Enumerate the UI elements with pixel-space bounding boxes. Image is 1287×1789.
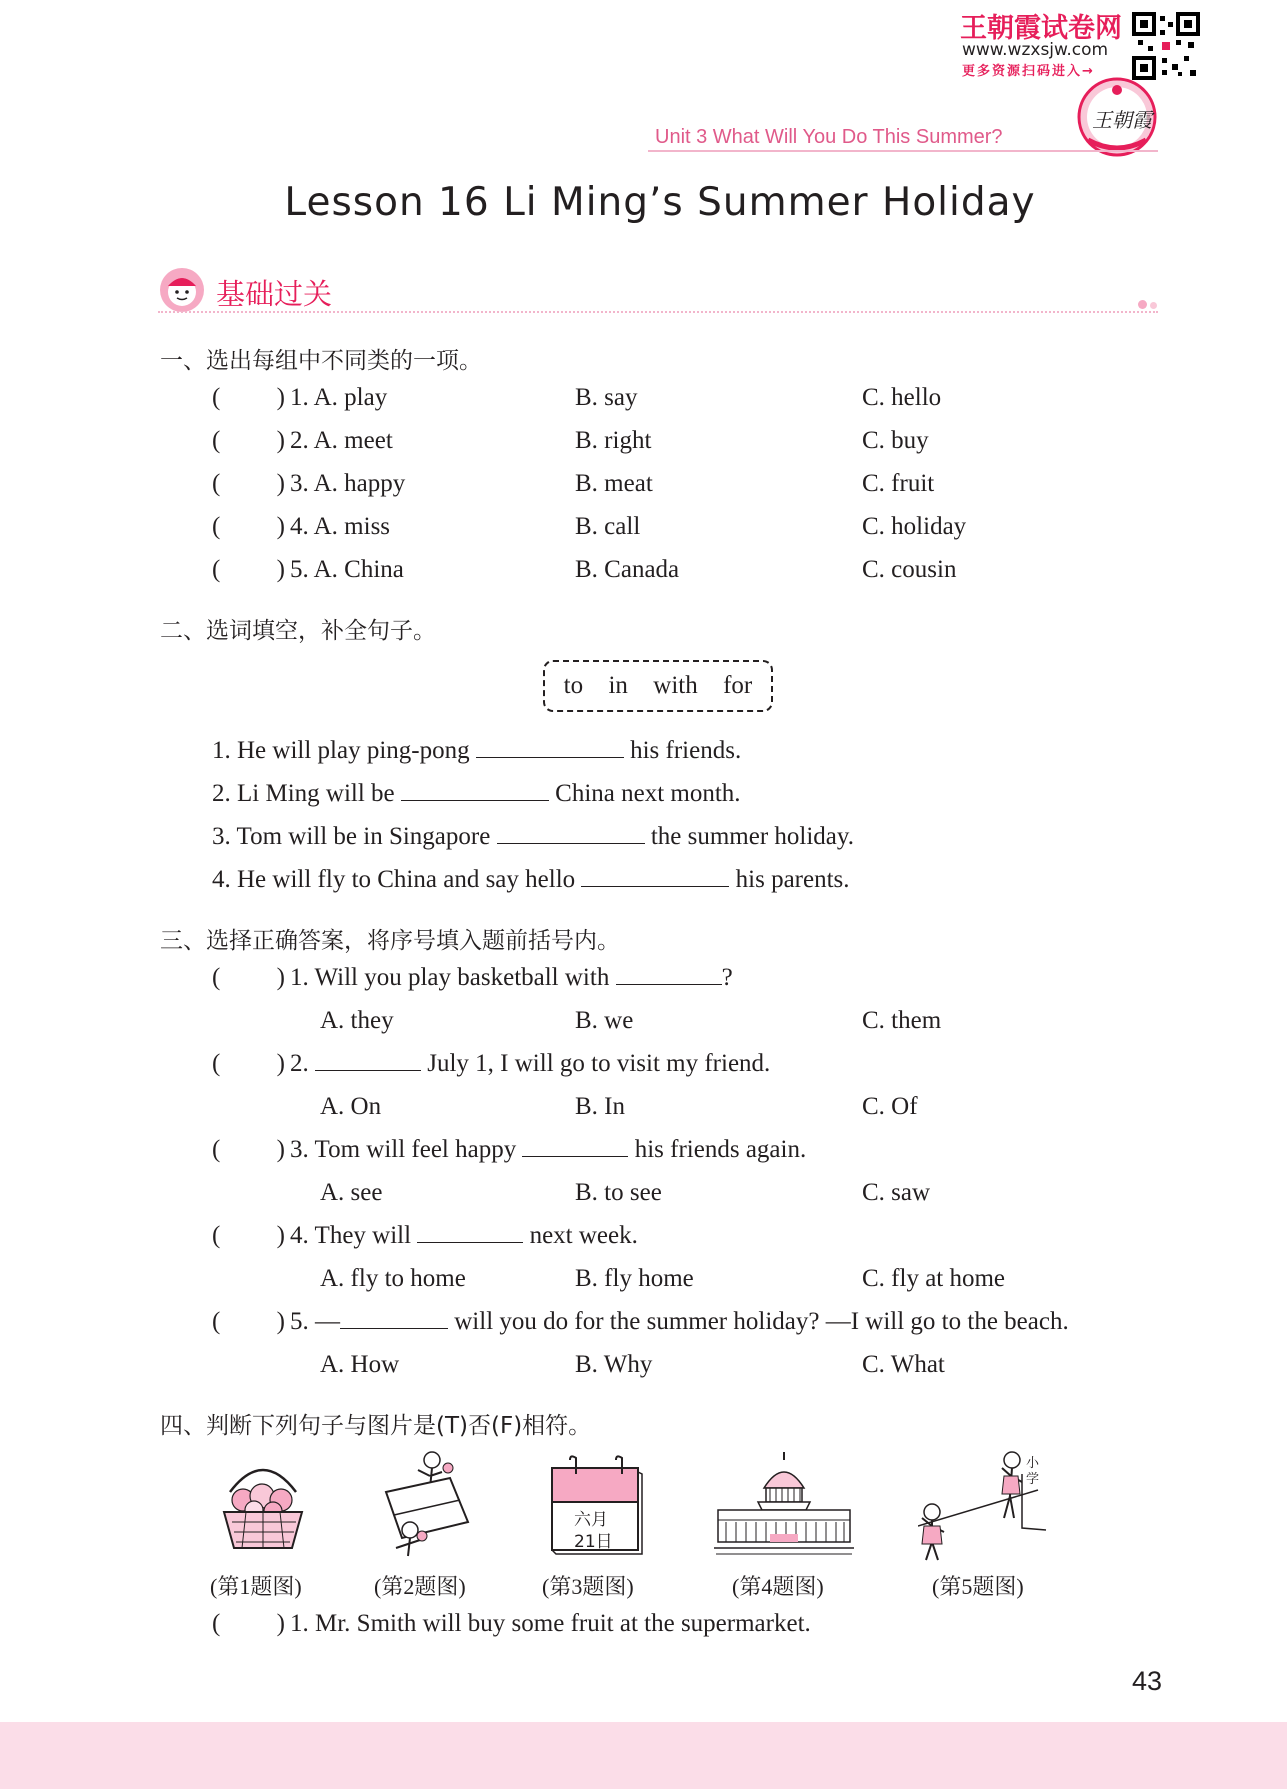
option-a: 3. A. happy [290, 470, 406, 497]
question-stem: July 1, I will go to visit my friend. [427, 1050, 771, 1077]
option-b: B. we [575, 1007, 634, 1034]
option-c: C. What [862, 1351, 945, 1378]
answer-paren[interactable]: ( ) [212, 1610, 285, 1637]
answer-paren[interactable]: ( ) [212, 427, 285, 454]
question-stem: 2. [290, 1050, 309, 1077]
option-a: A. they [320, 1007, 394, 1034]
fill-sentence [212, 866, 850, 894]
figure-caption: (第3题图) [542, 1574, 634, 1599]
answer-blank[interactable] [522, 1136, 628, 1157]
option-a: A. fly to home [320, 1265, 466, 1292]
option-b: B. to see [575, 1179, 662, 1206]
figure-caption: (第2题图) [374, 1574, 466, 1599]
question-stem: 3. Tom will feel happy [290, 1136, 517, 1163]
part2-heading: 二、选词填空，补全句子。 [160, 618, 436, 644]
sentence-text: China next month. [555, 780, 741, 807]
unit-divider [648, 150, 1158, 152]
fruit-basket-icon [218, 1452, 308, 1556]
qr-code-icon[interactable] [1132, 12, 1200, 80]
answer-paren[interactable]: ( ) [212, 384, 285, 411]
calendar-month: 六月 [574, 1510, 608, 1530]
answer-paren[interactable]: ( ) [212, 964, 285, 991]
answer-paren[interactable]: ( ) [212, 556, 285, 583]
sentence-text: his friends. [630, 737, 742, 764]
question-stem: ? [721, 964, 733, 991]
fill-sentence [212, 780, 741, 808]
question-stem: his friends again. [634, 1136, 807, 1163]
part1-heading: 一、选出每组中不同类的一项。 [160, 348, 482, 374]
footer-band [0, 1722, 1287, 1789]
answer-paren[interactable]: ( ) [212, 1308, 285, 1335]
option-a: 2. A. meet [290, 427, 393, 454]
question-stem: 1. Will you play basketball with [290, 964, 610, 991]
option-b: B. say [575, 384, 638, 411]
figure-caption: (第1题图) [210, 1574, 302, 1599]
question-text [290, 1308, 1069, 1336]
sentence-text: 2. Li Ming will be [212, 780, 395, 807]
word-bank-item: for [723, 672, 753, 699]
decor-dot [1150, 302, 1157, 309]
decor-dot [1138, 300, 1147, 309]
option-c: C. Of [862, 1093, 918, 1120]
page-title: Lesson 16 Li Ming’s Summer Holiday [284, 180, 1036, 225]
sentence-text: 3. Tom will be in Singapore [212, 823, 491, 850]
word-bank [543, 660, 773, 712]
unit-title: Unit 3 What Will You Do This Summer? [655, 126, 1003, 148]
answer-blank[interactable] [417, 1222, 523, 1243]
sentence-text: 4. He will fly to China and say hello [212, 866, 576, 893]
figure-caption: (第5题图) [932, 1574, 1024, 1599]
question-stem: 5. — [290, 1308, 340, 1335]
school-sign: 小学 [1026, 1456, 1040, 1487]
option-a: 4. A. miss [290, 513, 391, 540]
girl-avatar-icon [158, 266, 206, 314]
answer-blank[interactable] [476, 737, 624, 758]
word-bank-item: in [608, 672, 628, 699]
option-b: B. In [575, 1093, 625, 1120]
question-text [290, 1050, 770, 1078]
option-b: B. call [575, 513, 641, 540]
section-badge: 基础过关 [216, 277, 333, 311]
part4-heading: 四、判断下列句子与图片是(T)否(F)相符。 [160, 1413, 592, 1439]
part3-heading: 三、选择正确答案，将序号填入题前括号内。 [160, 928, 620, 954]
capitol-building-icon [714, 1448, 854, 1560]
option-a: 1. A. play [290, 384, 388, 411]
option-c: C. them [862, 1007, 942, 1034]
answer-paren[interactable]: ( ) [212, 1050, 285, 1077]
answer-blank[interactable] [581, 866, 729, 887]
option-b: B. fly home [575, 1265, 694, 1292]
figure-caption: (第4题图) [732, 1574, 824, 1599]
section-divider [158, 311, 1158, 313]
question-text [290, 1136, 806, 1164]
option-b: B. meat [575, 470, 653, 497]
option-c: C. buy [862, 427, 929, 454]
question-text [290, 964, 733, 992]
fill-sentence [212, 823, 854, 851]
option-a: A. On [320, 1093, 382, 1120]
question-stem: next week. [529, 1222, 638, 1249]
word-bank-item: to [563, 672, 584, 699]
question-text [290, 1222, 638, 1250]
answer-paren[interactable]: ( ) [212, 470, 285, 497]
option-c: C. fruit [862, 470, 935, 497]
option-c: C. cousin [862, 556, 957, 583]
option-a: A. How [320, 1351, 400, 1378]
question-stem: will you do for the summer holiday? —I will go to the beach. [454, 1308, 1069, 1335]
option-c: C. saw [862, 1179, 931, 1206]
option-a: 5. A. China [290, 556, 404, 583]
question-stem: 4. They will [290, 1222, 412, 1249]
logo-text: 王朝霞 [1092, 108, 1152, 132]
option-c: C. fly at home [862, 1265, 1006, 1292]
answer-blank[interactable] [401, 780, 549, 801]
answer-blank[interactable] [315, 1050, 421, 1071]
option-b: B. Canada [575, 556, 680, 583]
calendar-day: 21日 [574, 1532, 613, 1552]
answer-blank[interactable] [340, 1308, 448, 1329]
brand-tip: 更多资源扫码进入→ [962, 64, 1095, 79]
sentence-text: his parents. [735, 866, 850, 893]
brand-name: 王朝霞试卷网 [960, 13, 1122, 44]
option-b: B. Why [575, 1351, 653, 1378]
option-c: C. hello [862, 384, 942, 411]
answer-paren[interactable]: ( ) [212, 513, 285, 540]
brand-url[interactable]: www.wzxsjw.com [962, 40, 1109, 60]
answer-paren[interactable]: ( ) [212, 1136, 285, 1163]
word-bank-item: with [653, 672, 698, 699]
ping-pong-kids-icon [376, 1448, 476, 1562]
option-b: B. right [575, 427, 652, 454]
sentence-text: the summer holiday. [650, 823, 855, 850]
option-c: C. holiday [862, 513, 967, 540]
answer-blank[interactable] [616, 964, 722, 985]
fill-sentence [212, 737, 741, 765]
question-text: 1. Mr. Smith will buy some fruit at the supermarket. [290, 1610, 811, 1637]
sentence-text: 1. He will play ping-pong [212, 737, 470, 764]
answer-paren[interactable]: ( ) [212, 1222, 285, 1249]
answer-blank[interactable] [497, 823, 645, 844]
page-number: 43 [1132, 1666, 1163, 1696]
option-a: A. see [320, 1179, 383, 1206]
